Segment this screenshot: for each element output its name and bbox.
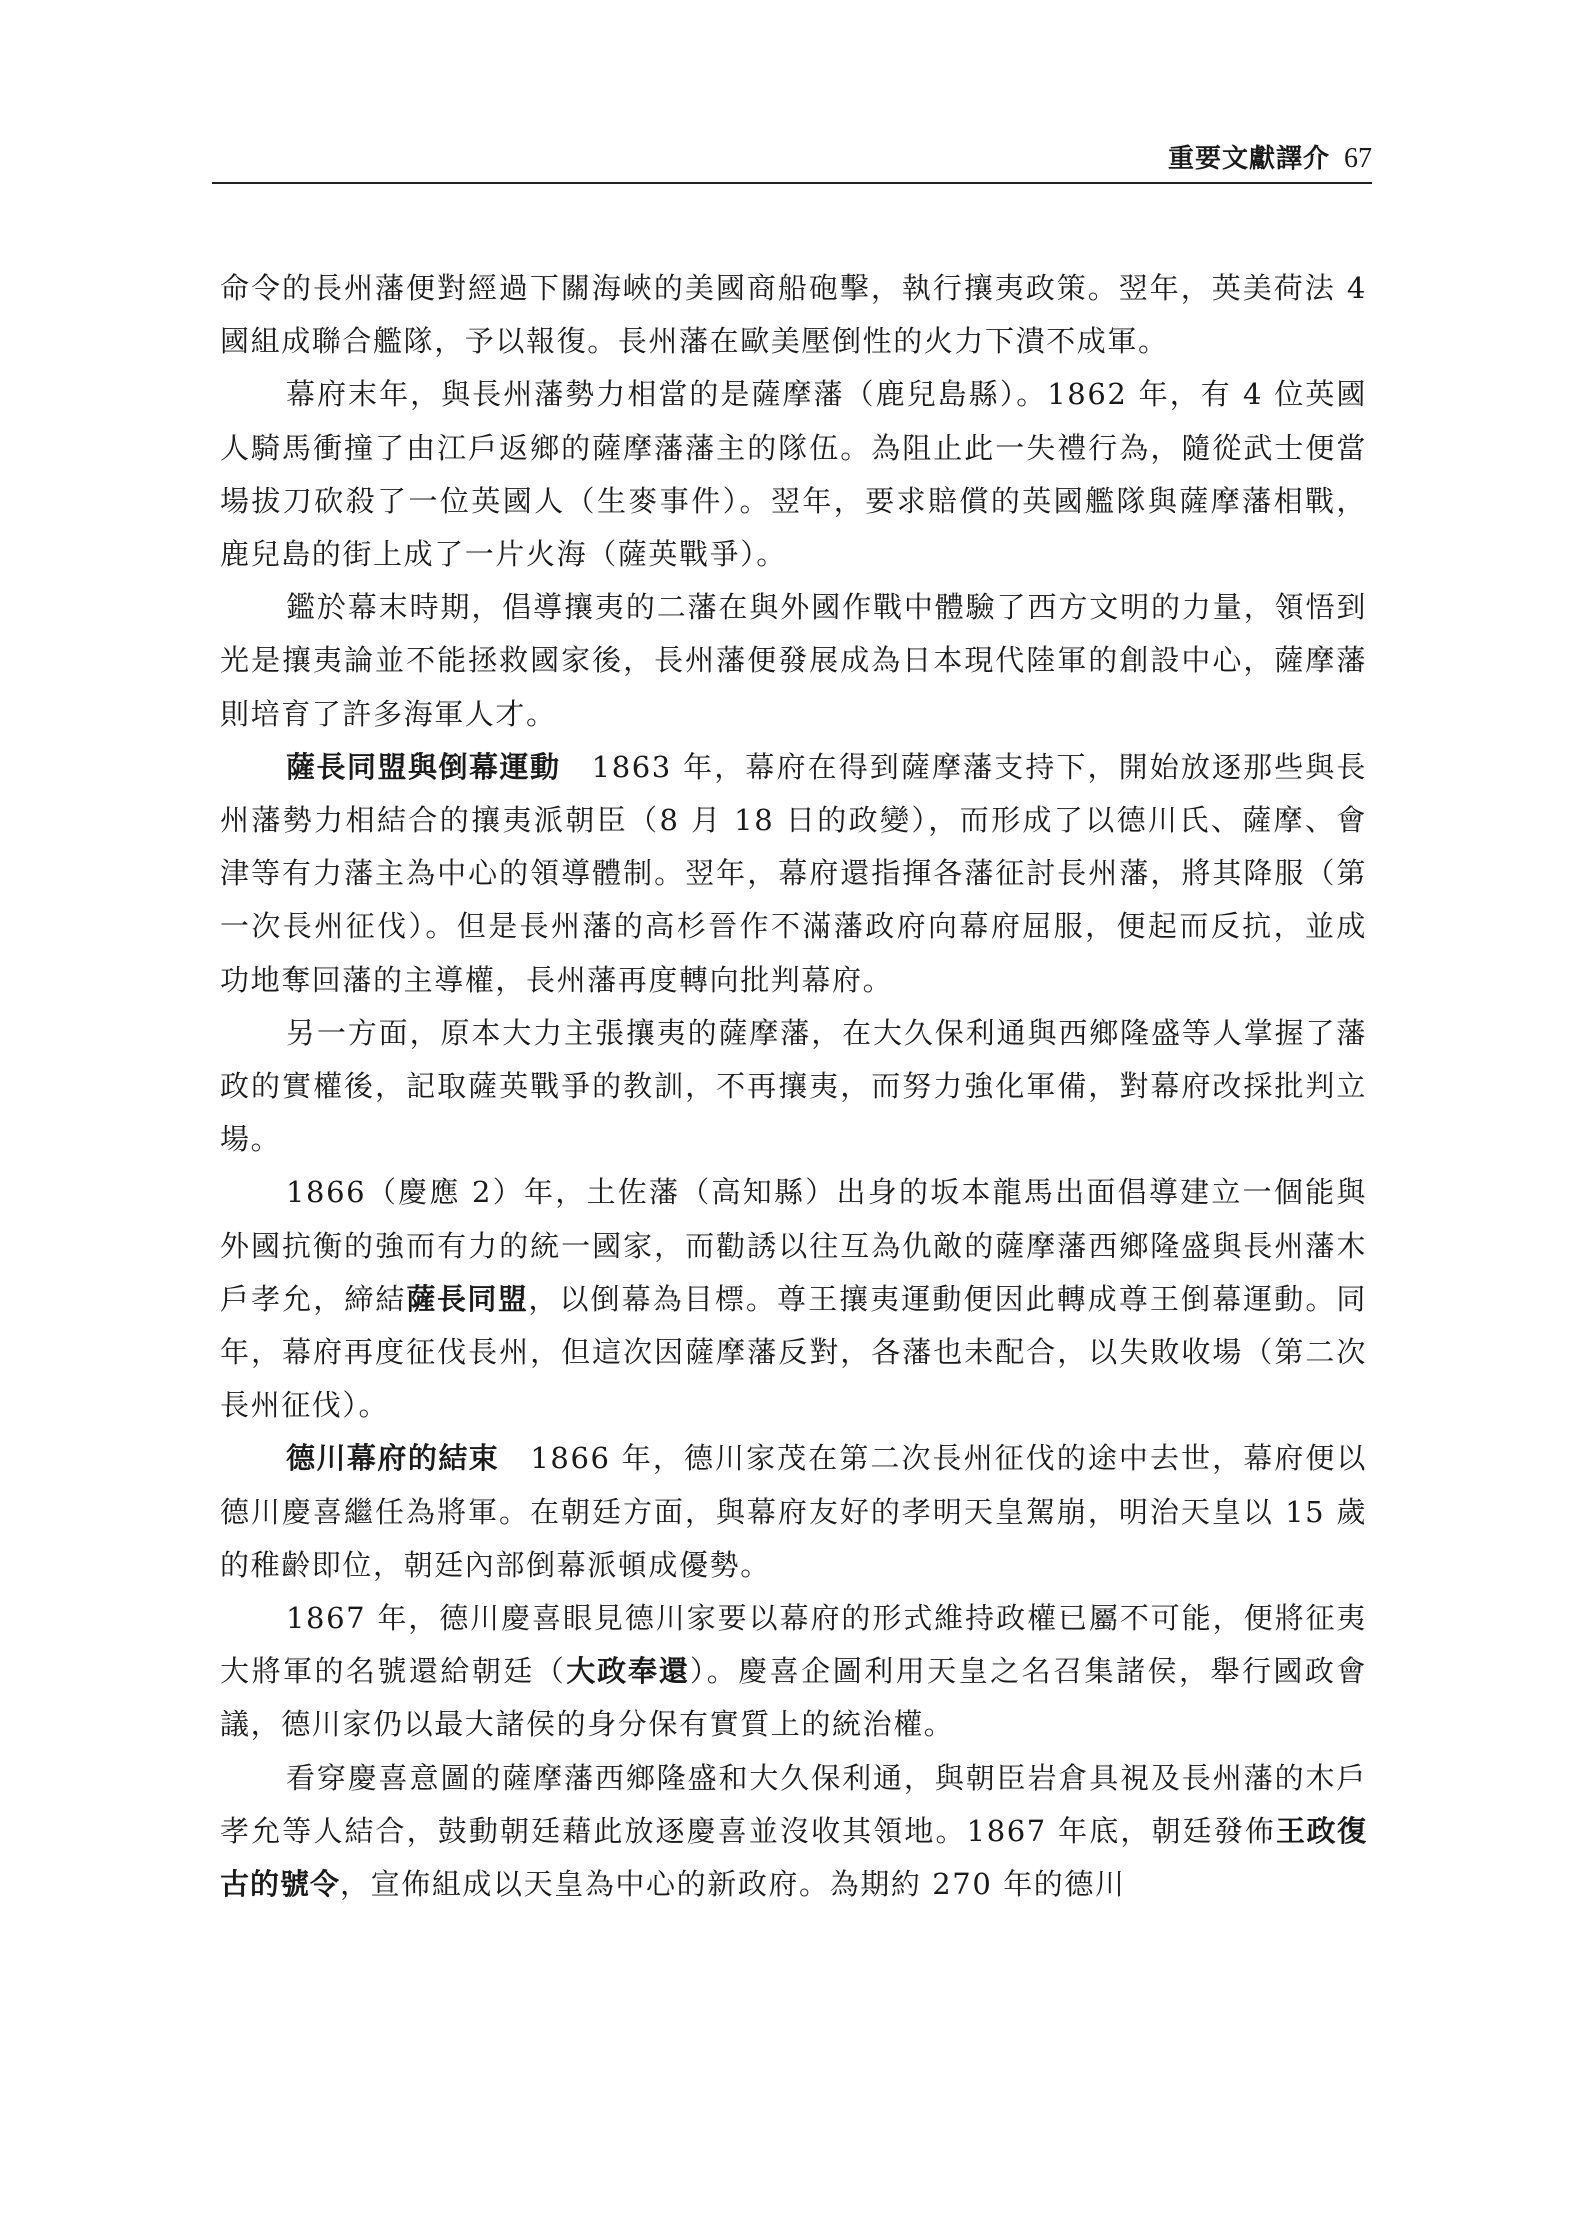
paragraph-text-after: ）。慶喜企圖利用天皇之名召集諸侯，舉行國政會議，德川家仍以最大諸侯的身分保有實質上的統治權。 [220,1654,1367,1742]
paragraph-8 [220,1592,1367,1752]
bold-term-taisei-hokan: 大政奉還 [566,1654,690,1689]
paragraph-1 [220,262,1367,368]
header-title: 重要文獻譯介 [1167,144,1330,174]
paragraph-text-before: 1866（慶應 2）年，土佐藩（高知縣）出身的坂本龍馬出面倡導建立一個能與外國抗衡的強而有力的統一國家，而勸誘以往互為仇敵的薩摩藩西鄉隆盛與長州藩木戶孝允，締結 [220,1175,1367,1316]
paragraph-text-after: ，以倒幕為目標。尊王攘夷運動便因此轉成尊王倒幕運動。同年，幕府再度征伐長州，但這次因薩摩藩反對，各藩也未配合，以失敗收場（第二次長州征伐）。 [220,1281,1367,1423]
paragraph-4 [220,741,1367,1007]
bold-term-restoration-decree: 王政復古的號令 [220,1813,1367,1902]
paragraph-6 [220,1166,1367,1432]
paragraph-5 [220,1007,1367,1167]
header-rule [212,182,1372,184]
paragraph-text: 鑑於幕末時期，倡導攘夷的二藩在與外國作戰中體驗了西方文明的力量，領悟到光是攘夷論並不能拯救國家後，長州藩便發展成為日本現代陸軍的創設中心，薩摩藩則培育了許多海軍人才。 [220,590,1367,731]
paragraph-text: 另一方面，原本大力主張攘夷的薩摩藩，在大久保利通與西鄉隆盛等人掌握了藩政的實權後，記取薩英戰爭的教訓，不再攘夷，而努力強化軍備，對幕府改採批判立場。 [220,1015,1367,1157]
paragraph-text: 1863 年，幕府在得到薩摩藩支持下，開始放逐那些與長州藩勢力相結合的攘夷派朝臣（8 月 18 日的政變），而形成了以德川氏、薩摩、會津等有力藩主為中心的領導體制。翌年，幕府還指揮各藩征討長州藩，將其降服（第一次長州征伐）。但是長州藩的高杉晉作不滿藩政府向幕府屈服，便起而反抗，並成功地奪回藩的主導權，長州藩再度轉向批判幕府。 [220,749,1367,997]
paragraph-text-before: 看穿慶喜意圖的薩摩藩西鄉隆盛和大久保利通，與朝臣岩倉具視及長州藩的木戶孝允等人結合，鼓動朝廷藉此放逐慶喜並沒收其領地。1867 年底，朝廷發佈 [220,1760,1367,1848]
section-heading-end-of-shogunate: 德川幕府的結束 [286,1441,500,1476]
section-heading-satcho-alliance: 薩長同盟與倒幕運動 [286,749,561,784]
paragraph-2 [220,368,1367,581]
paragraph-text: 命令的長州藩便對經過下關海峽的美國商船砲擊，執行攘夷政策。翌年，英美荷法 4 國組成聯合艦隊，予以報復。長州藩在歐美壓倒性的火力下潰不成軍。 [220,271,1367,359]
running-header [1168,138,1372,175]
paragraph-text-before: 1867 年，德川慶喜眼見德川家要以幕府的形式維持政權已屬不可能，便將征夷大將軍的名號還給朝廷（ [220,1601,1367,1689]
paragraph-3 [220,581,1367,741]
paragraph-text: 1866 年，德川家茂在第二次長州征伐的途中去世，幕府便以德川慶喜繼任為將軍。在朝廷方面，與幕府友好的孝明天皇駕崩，明治天皇以 15 歲的稚齡即位，朝廷內部倒幕派頓成優勢。 [220,1441,1367,1582]
paragraph-text-after: ，宣佈組成以天皇為中心的新政府。為期約 270 年的德川 [340,1867,1126,1902]
page-number: 67 [1344,143,1372,174]
body-text [220,262,1367,1911]
paragraph-7 [220,1432,1367,1592]
bold-term-satcho-alliance: 薩長同盟 [406,1281,529,1316]
paragraph-9 [220,1752,1367,1912]
paragraph-text: 幕府末年，與長州藩勢力相當的是薩摩藩（鹿兒島縣）。1862 年，有 4 位英國人騎馬衝撞了由江戶返鄉的薩摩藩藩主的隊伍。為阻止此一失禮行為，隨從武士便當場拔刀砍殺了一位英國人（生麥事件）。翌年，要求賠償的英國艦隊與薩摩藩相戰，鹿兒島的街上成了一片火海（薩英戰爭）。 [220,377,1367,572]
